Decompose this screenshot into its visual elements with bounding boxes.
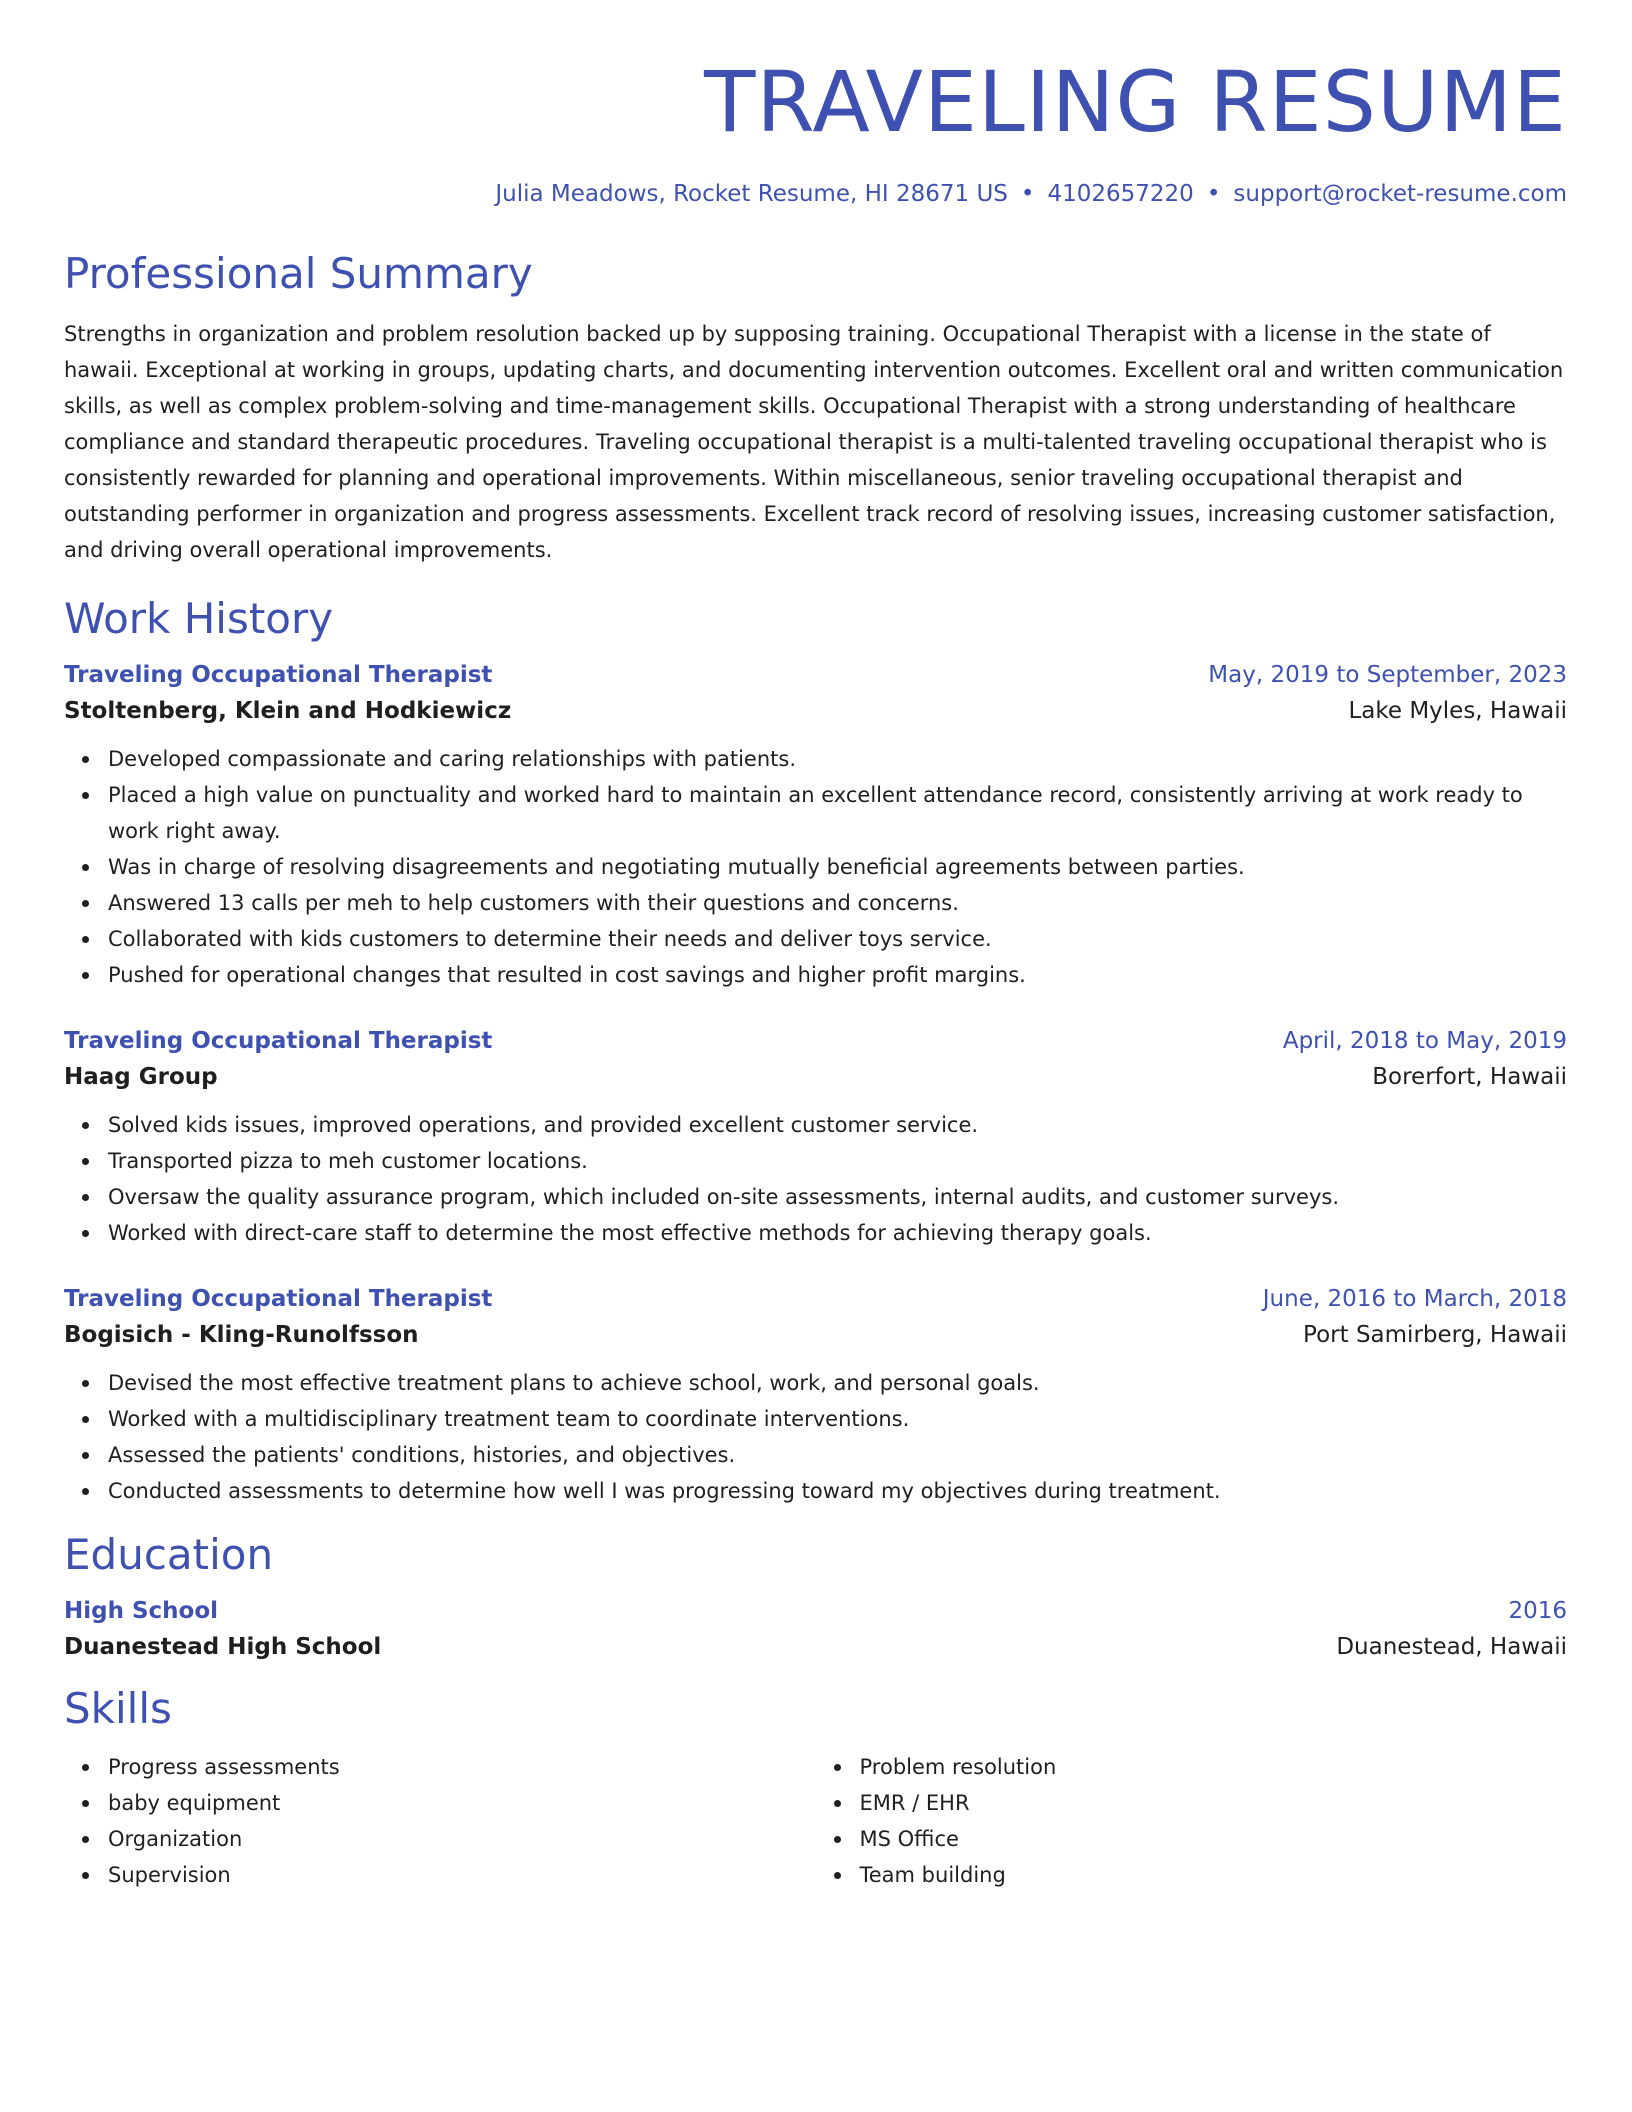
- contact-phone: 4102657220: [1047, 181, 1194, 207]
- education-degree: High School: [64, 1598, 219, 1624]
- contact-separator: •: [1020, 181, 1035, 207]
- job-header-row: [64, 1023, 1567, 1059]
- work-history-section: [64, 593, 1567, 1509]
- job-bullet: Was in charge of resolving disagreements and negotiating mutually beneficial agreements between parties.: [108, 849, 1567, 885]
- resume-page: [64, 0, 1567, 1893]
- job-bullet: Oversaw the quality assurance program, which included on-site assessments, internal audits, and customer surveys.: [108, 1179, 1567, 1215]
- job-bullet: Transported pizza to meh customer locations.: [108, 1143, 1567, 1179]
- job-company: Bogisich - Kling-Runolfsson: [64, 1322, 419, 1348]
- job-bullet: Pushed for operational changes that resulted in cost savings and higher profit margins.: [108, 957, 1567, 993]
- job-bullet-list: [64, 1107, 1567, 1251]
- education-header-row: [64, 1593, 1567, 1629]
- skills-list-right: [816, 1749, 1568, 1893]
- job-company: Stoltenberg, Klein and Hodkiewicz: [64, 698, 512, 724]
- job-title: Traveling Occupational Therapist: [64, 1028, 493, 1054]
- job-entry: [64, 1281, 1567, 1509]
- skills-section: [64, 1683, 1567, 1893]
- job-dates: April, 2018 to May, 2019: [1282, 1028, 1567, 1054]
- summary-heading: Professional Summary: [64, 249, 533, 298]
- job-company-row: [64, 1317, 1567, 1353]
- education-heading: Education: [64, 1530, 274, 1579]
- job-bullet: Conducted assessments to determine how well I was progressing toward my objectives during treatment.: [108, 1473, 1567, 1509]
- skill-item: EMR / EHR: [860, 1785, 1568, 1821]
- job-bullet-list: [64, 1365, 1567, 1509]
- job-title: Traveling Occupational Therapist: [64, 1286, 493, 1312]
- education-section: [64, 1529, 1567, 1665]
- job-bullet: Collaborated with kids customers to determine their needs and deliver toys service.: [108, 921, 1567, 957]
- job-entry: [64, 657, 1567, 993]
- job-bullet-list: [64, 741, 1567, 993]
- job-header-row: [64, 657, 1567, 693]
- skill-item: Progress assessments: [108, 1749, 816, 1785]
- job-entry: [64, 1023, 1567, 1251]
- job-bullet: Devised the most effective treatment plans to achieve school, work, and personal goals.: [108, 1365, 1567, 1401]
- education-school-row: [64, 1629, 1567, 1665]
- job-bullet: Answered 13 calls per meh to help customers with their questions and concerns.: [108, 885, 1567, 921]
- job-location: Borerfort, Hawaii: [1372, 1064, 1567, 1090]
- skills-list-left: [64, 1749, 816, 1893]
- job-header-row: [64, 1281, 1567, 1317]
- contact-email: support@rocket-resume.com: [1233, 181, 1567, 207]
- job-bullet: Worked with direct-care staff to determine the most effective methods for achieving therapy goals.: [108, 1215, 1567, 1251]
- skill-item: MS Office: [860, 1821, 1568, 1857]
- summary-text: Strengths in organization and problem resolution backed up by supposing training. Occupational Therapist with a license in the state of hawaii. Exceptional at working in groups, updating charts, and documenting intervention outcomes. Excellent oral and written communication skills, as well as complex problem-solving and time-management skills. Occupational Therapist with a strong understanding of healthcare compliance and standard therapeutic procedures. Traveling occupational therapist is a multi-talented traveling occupational therapist who is consistently rewarded for planning and operational improvements. Within miscellaneous, senior traveling occupational therapist and outstanding performer in organization and progress assessments. Excellent track record of resolving issues, increasing customer satisfaction, and driving overall operational improvements.: [64, 322, 1564, 562]
- job-location: Lake Myles, Hawaii: [1348, 698, 1567, 724]
- work-history-heading: Work History: [64, 594, 334, 643]
- skills-grid: [64, 1749, 1567, 1893]
- education-school: Duanestead High School: [64, 1634, 382, 1660]
- job-bullet: Solved kids issues, improved operations, and provided excellent customer service.: [108, 1107, 1567, 1143]
- contact-address: Julia Meadows, Rocket Resume, HI 28671 US: [495, 181, 1008, 207]
- contact-line: [64, 178, 1567, 210]
- skill-item: Supervision: [108, 1857, 816, 1893]
- education-year: 2016: [1508, 1598, 1567, 1624]
- skill-item: baby equipment: [108, 1785, 816, 1821]
- job-bullet: Developed compassionate and caring relationships with patients.: [108, 741, 1567, 777]
- summary-section: [64, 248, 1567, 568]
- job-company-row: [64, 693, 1567, 729]
- skills-heading: Skills: [64, 1684, 172, 1733]
- education-location: Duanestead, Hawaii: [1336, 1634, 1567, 1660]
- education-entry: [64, 1593, 1567, 1665]
- job-dates: May, 2019 to September, 2023: [1208, 662, 1567, 688]
- job-bullet: Worked with a multidisciplinary treatment team to coordinate interventions.: [108, 1401, 1567, 1437]
- contact-separator: •: [1206, 181, 1221, 207]
- job-title: Traveling Occupational Therapist: [64, 662, 493, 688]
- job-bullet: Placed a high value on punctuality and worked hard to maintain an excellent attendance record, consistently arriving at work ready to work right away.: [108, 777, 1567, 849]
- job-location: Port Samirberg, Hawaii: [1303, 1322, 1567, 1348]
- skill-item: Team building: [860, 1857, 1568, 1893]
- skill-item: Problem resolution: [860, 1749, 1568, 1785]
- job-bullet: Assessed the patients' conditions, histories, and objectives.: [108, 1437, 1567, 1473]
- job-company-row: [64, 1059, 1567, 1095]
- skill-item: Organization: [108, 1821, 816, 1857]
- job-company: Haag Group: [64, 1064, 218, 1090]
- job-dates: June, 2016 to March, 2018: [1262, 1286, 1567, 1312]
- resume-title: TRAVELING RESUME: [704, 53, 1567, 151]
